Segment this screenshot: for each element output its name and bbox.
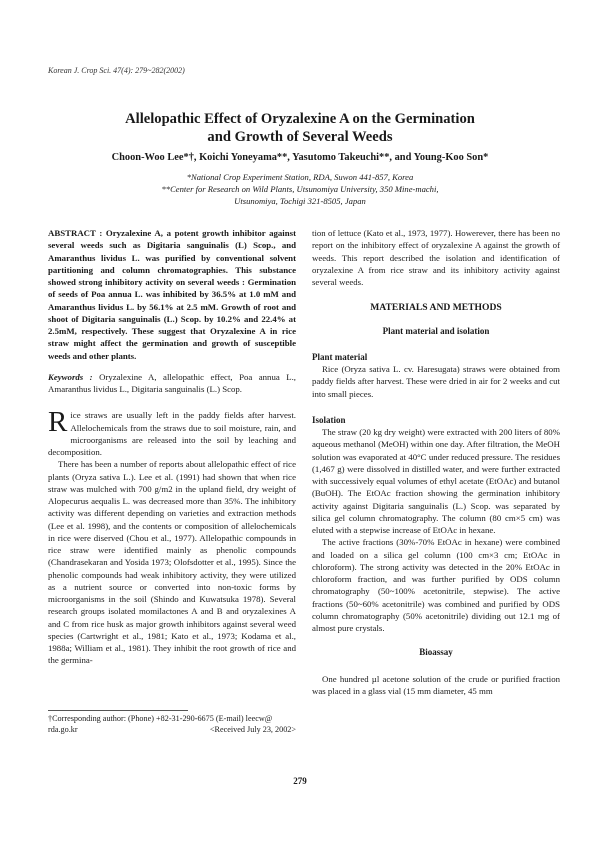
intro-paragraph: Rice straws are usually left in the paddy fields after harvest. Allelochemicals from the straws due to soil moisture, rain, and microorganisms are released into the soil by leaching and decomposition. [48,406,296,457]
author-list: Choon-Woo Lee*†, Koichi Yoneyama**, Yasutomo Takeuchi**, and Young-Koo Son* [111,152,489,163]
abstract-label: ABSTRACT : [48,228,103,238]
intro-continuation: tion of lettuce (Kato et al., 1973, 1977). Howerever, there has been no report on the inhibitory effect of oryzalexine A against the growth of weeds. This report described the isolation and identification of oryzalexine A from rice straw and its inhibitory activity against several weeds. [312,228,560,287]
abstract [48,227,296,362]
affiliation-line: Utsunomiya, Tochigi 321-8505, Japan [234,196,366,206]
right-column [312,227,560,697]
plant-material-text: Rice (Oryza sativa L. cv. Haresugata) straws were obtained from paddy fields after harvest. These were dried in air for 2 weeks and cut into small pieces. [312,364,560,399]
isolation-paragraph: The straw (20 kg dry weight) were extracted with 200 liters of 80% aqueous methanol (MeOH) within one day. After filtration, the MeOH solution was evaporated at 40°C under reduced pressure. The residues (1,467 g) were dissolved in distilled water, and were further extracted with successively equal volumes of ethyl acetate (EtOAc) and butanol (BuOH). The EtOAc fraction showing the germination inhibitory activity against Digitaria sanguinalis (L.) Scop. was separated by silica gel column chromatography. The column (80 cm×5 cm) was eluted with a stepwise increase of EtOAc in hexane. [312,427,560,535]
abstract-text: Oryzalexine A, a potent growth inhibitor against several weeds such as Digitaria sanguinalis (L) Scop., and Amaranthus lividus L. was purified by conventional solvent partitioning and column chromatographies. This substance showed strong inhibitory activity on several weeds : Germination of seeds of Poa annua L. was inhibited by 36.5% at 1.0 mM and Amaranthus lividus L. by 56.1% at 2.5 mM. Growth of root and shoot of Digitaria sanguinalis (L.) Scop. by 10.2% and 22.4% at 2.5mM, respectively. These suggest that Oryzalexine A in rice straw might affect the germination and growth of susceptible weeds and other plants. [48,228,296,361]
plant-material-heading: Plant material [312,351,368,362]
subsection-heading: Plant material and isolation [382,325,490,336]
keywords-label: Keywords : [48,371,93,382]
keywords-text: Oryzalexine A, allelopathic effect, Poa annua L., Amaranthus lividus L., Digitaria sanguinalis (L.) Scop. [48,371,296,394]
received-date: <Received July 23, 2002> [209,725,296,734]
footnote-line: †Corresponding author: (Phone) +82-31-290-6675 (E-mail) leecw@ [48,714,273,723]
article-title [60,110,540,146]
title-line-2: and Growth of Several Weeds [207,129,393,145]
affiliations [60,171,540,207]
isolation-heading: Isolation [312,414,346,425]
title-line-1: Allelopathic Effect of Oryzalexine A on the Germination [125,111,475,127]
keywords [48,371,296,396]
intro-paragraph: There has been a number of reports about allelopathic effect of rice plants (Oryza sativa L.). Lee et al. (1991) had shown that when rice straw was mulched with 700 g/m2 in the upland field, dry weight of Alopecurus aequalis L. was decreased more than 35%. The inhibitory activity was different depending on varieties and extraction methods (Lee et al. 1998), and the contents or composition of allelochemicals in rice were diserved (Chou et al., 1977). Allelopathic compounds in rice straw were identified mainly as phenolic compounds (Chandrasekaran and Yosida 1973; Olofsdotter et al., 1995). Since the phenolic compounds had weak inhibitory activity, they were utilized as a nutrient source or converted into non-toxic forms by microorganisms in the soil (Shindo and Kuwatsuka 1978). Several research groups isolated momilactones A and B and oryzalexines A and C from rice husk as major growth inhibitors against several weed species (Cartwright et al., 1981; Kato et al., 1973; Kodama et al., 1988a; William et al., 1981). They inhibit the root growth of rice and the germina- [48,459,296,666]
affiliation-line: **Center for Research on Wild Plants, Utsunomiya University, 350 Mine-machi, [161,184,439,194]
isolation-paragraph: The active fractions (30%-70% EtOAc in hexane) were combined and loaded on a silica gel column (100 cm×3 cm; EtOAc in chloroform). The strong activity was detected in the 20% EtOAc in chloroform fraction, and was further purified by ODS column chromatography (50~100% acetonitrile, stepwise). The active fractions (50~60% acetonitrile) was combined and purified by ODS column chromatography (50% acetonitrile) dividing out 12.1 mg of almost pure crystals. [312,537,560,633]
section-heading: MATERIALS AND METHODS [370,302,502,314]
bioassay-text: One hundred µl acetone solution of the crude or purified fraction was placed in a glass vial (15 mm diameter, 45 mm [312,673,560,696]
footnote-email-domain: rda.go.kr [48,725,78,734]
left-column [48,227,296,667]
bioassay-heading: Bioassay [419,647,453,658]
affiliation-line: *National Crop Experiment Station, RDA, Suwon 441-857, Korea [186,172,414,182]
corresponding-author-footnote [48,713,296,735]
journal-reference: Korean J. Crop Sci. 47(4): 279~282(2002) [48,66,185,75]
footnote-row [48,724,296,735]
footnote-rule [48,710,188,711]
page-number: 279 [293,776,307,786]
